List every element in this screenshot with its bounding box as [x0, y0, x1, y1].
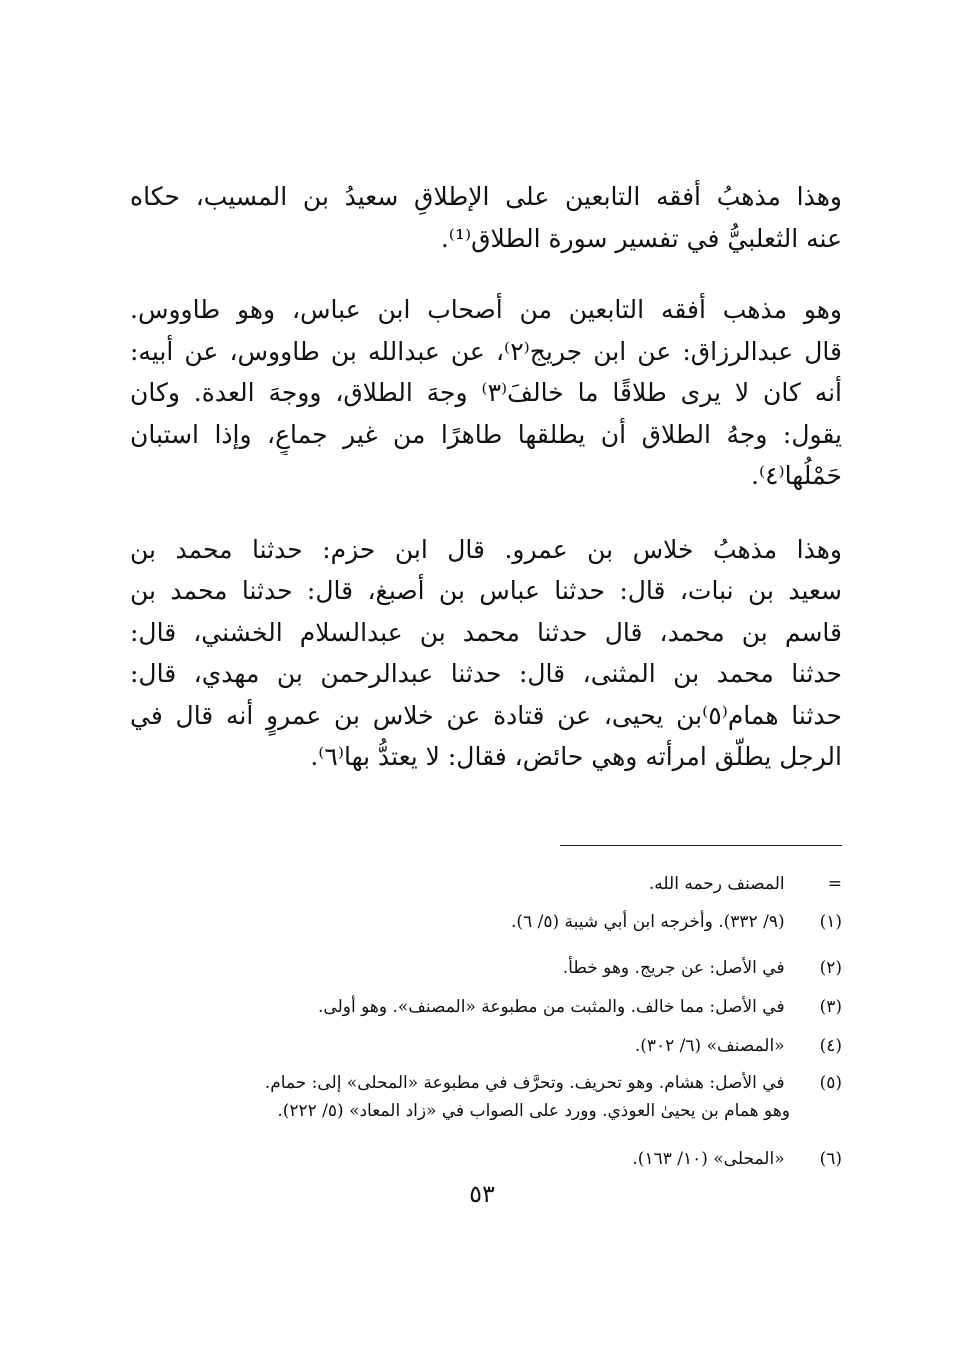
footnote-number: (٣)	[819, 997, 842, 1017]
footnote-text: في الأصل: عن جريج. وهو خطأ.	[562, 958, 785, 978]
footnote-number: (٤)	[819, 1036, 842, 1056]
text-line: حدثنا محمد بن المثنى، قال: حدثنا عبدالرحمن بن مهدي، قال:	[130, 659, 842, 688]
text-line: الرجل يطلّق امرأته وهي حائض، فقال: لا يعتدُّ بها⁽٦⁾.	[310, 742, 842, 771]
footnote-number: (١)	[819, 912, 842, 932]
text-line: يقول: وجهُ الطلاق أن يطلقها طاهرًا من غير جماعٍ، وإذا استبان	[130, 419, 842, 449]
footnote-2	[130, 954, 842, 982]
footnote-1	[130, 908, 842, 936]
footnote-number: (٥)	[819, 1073, 842, 1093]
text-line: حدثنا همام⁽٥⁾بن يحيى، عن قتادة عن خلاس بن عمروٍ أنه قال في	[130, 700, 842, 730]
footnote-3	[130, 993, 842, 1021]
footnote-5	[130, 1069, 842, 1125]
footnote-4	[130, 1032, 842, 1060]
text-line: وهو مذهب أفقه التابعين من أصحاب ابن عباس، وهو طاووس.	[130, 295, 842, 324]
text-line: سعيد بن نبات، قال: حدثنا عباس بن أصبغ، قال: حدثنا محمد بن	[130, 576, 842, 605]
footnote-6	[130, 1145, 842, 1173]
footnote-text: «المصنف» (٦/ ٣٠٢).	[634, 1036, 785, 1056]
footnote-number: (٦)	[819, 1149, 842, 1169]
paragraph-3	[130, 529, 842, 778]
footnote-text: في الأصل: هشام. وهو تحريف. وتحرَّف في مطبوعة «المحلى» إلى: حمام.	[264, 1073, 785, 1093]
text-line: قال عبدالرزاق: عن ابن جريج⁽٢⁾، عن عبدالله بن طاووس، عن أبيه:	[130, 336, 842, 366]
main-text	[130, 176, 842, 778]
text-line: وهذا مذهبُ أفقه التابعين على الإطلاقِ سعيدُ بن المسيب، حكاه	[130, 182, 842, 211]
text-line: حَمْلُها⁽٤⁾.	[751, 461, 842, 490]
text-line: عنه الثعلبيُّ في تفسير سورة الطلاق⁽¹⁾.	[440, 223, 842, 253]
footnote-text: «المحلى» (١٠/ ١٦٣).	[632, 1149, 785, 1169]
paragraph-2	[130, 289, 842, 497]
text-line: قاسم بن محمد، قال حدثنا محمد بن عبدالسلام الخشني، قال:	[130, 617, 842, 647]
text-line: وهذا مذهبُ خلاس بن عمرو. قال ابن حزم: حدثنا محمد بن	[130, 534, 842, 564]
paragraph-1	[130, 176, 842, 259]
footnote-text: المصنف رحمه الله.	[648, 874, 785, 894]
footnote-number: =	[827, 874, 842, 894]
footnote-carry	[130, 870, 842, 898]
text-line: أنه كان لا يرى طلاقًا ما خالفَ⁽٣⁾ وجهَ الطلاق، ووجهَ العدة. وكان	[130, 378, 842, 407]
footnote-number: (٢)	[819, 958, 842, 978]
footnote-divider	[560, 845, 842, 846]
footnote-text: في الأصل: مما خالف. والمثبت من مطبوعة «المصنف». وهو أولى.	[318, 997, 785, 1017]
page-number: ٥٣	[469, 1180, 495, 1208]
footnote-text: (٩/ ٣٣٢). وأخرجه ابن أبي شيبة (٥/ ٦).	[511, 912, 785, 932]
footnote-text-continued: وهو همام بن يحيىٰ العوذي. وورد على الصواب في «زاد المعاد» (٥/ ٢٢٢).	[277, 1101, 790, 1121]
